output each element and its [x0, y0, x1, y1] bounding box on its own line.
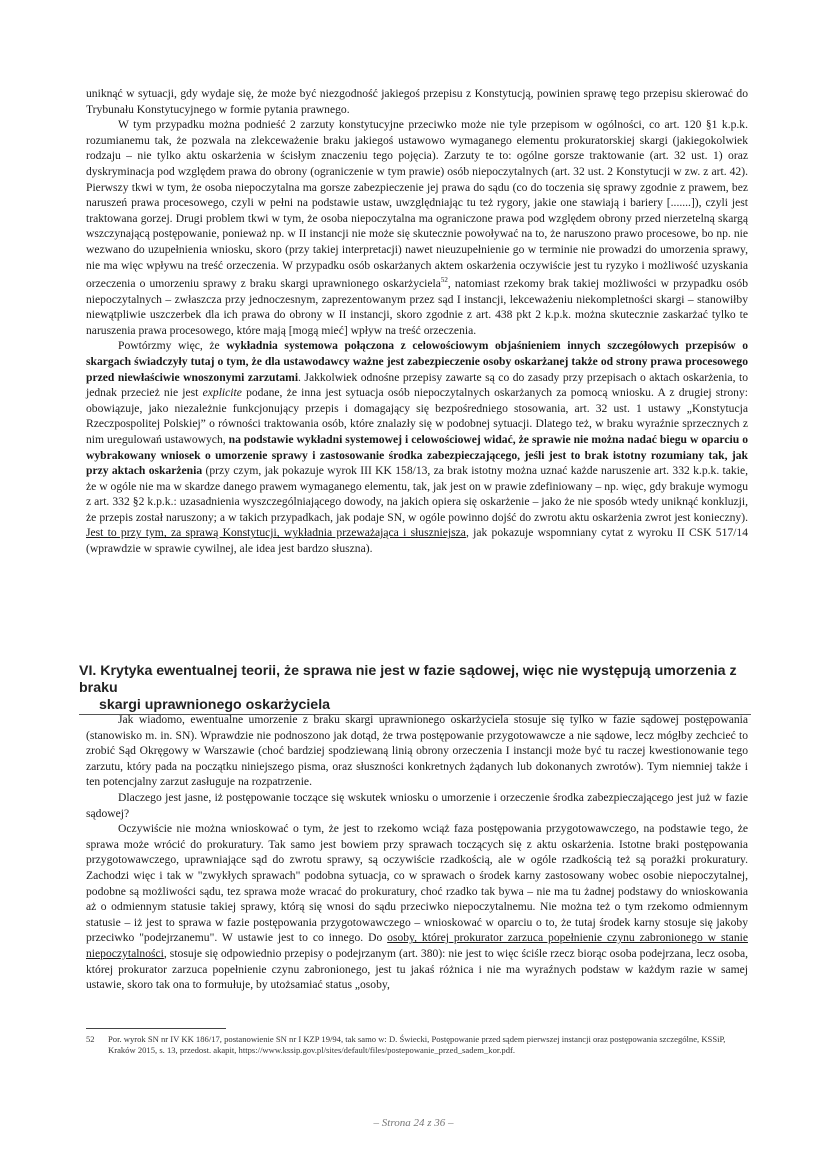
footnote-separator	[86, 1028, 226, 1029]
bold-statement-1: wykładnia systemowa połączona z celowościowym objaśnieniem innych szczegółowych przepisów o skargach świadczyły tutaj o tym, że dla ustawodawcy ważne jest zabezpieczenie osoby oskarżanej także od strony prawa procesowego przed niewłaściwie wnoszonymi zarzutami	[86, 339, 748, 384]
paragraph-intro: Jak wiadomo, ewentualne umorzenie z braku skargi uprawnionego oskarżyciela stosuje się tylko w fazie sądowej postępowania (stanowisko m. in. SN). Wprawdzie nie podnoszono jak dotąd, że trwa postępowanie przygotowawcze a nie sądowe, lecz mógłby zechcieć to zrobić Sąd Okręgowy w Warszawie (choć bardziej spodziewaną linią obrony orzeczenia I instancji może być tu raczej kwestionowanie tego zarzutu, który pada na początku niniejszego pisma, oraz słuszności konkretnych żądanych lub dokonanych zwrotów). Tym niemniej także i ten potencjalny zarzut zasługuje na rozpatrzenie.	[86, 713, 748, 789]
paragraph-question: Dlaczego jest jasne, iż postępowanie toczące się wskutek wniosku o umorzenie i orzeczenie środka zabezpieczającego jest już w fazie sądowej?	[86, 790, 748, 820]
underlined-statement: Jest to przy tym, za sprawą Konstytucji, wykładnia przeważająca i słuszniejsza	[86, 526, 466, 540]
paragraph-systemic-interpretation: Powtórzmy więc, że wykładnia systemowa połączona z celowościowym objaśnieniem innych szczegółowych przepisów o skargach świadczyły tutaj o tym, że dla ustawodawcy ważne jest zabezpieczenie osoby oskarżanej także od strony prawa procesowego przed niewłaściwie wnoszonymi zarzutami. Jakkolwiek odnośne przepisy zawarte są co do zasady przy przepisach o aktach oskarżenia, to jednak przecież nie jest explicite podane, że inna jest sytuacja osób niepoczytalnych oskarżanych za pomocą wniosku. A z drugiej strony: obowiązuje, jako niezależnie funkcjonujący przepis i domagający się bezpośredniego stosowania, art. 32 ust. 1 ustawy „Konstytucja Rzeczpospolitej Polskiej” o równości traktowania osób, które znalazły się w podobnej sytuacji. Dlatego też, w braku wyraźnie sprzecznych z nim uregulowań ustawowych, na podstawie wykładni systemowej i celowościowej widać, że sprawie nie można nadać biegu w oparciu o wybrakowany wniosek o umorzenie sprawy i zastosowanie środka zabezpieczającego, jeśli jest to brak istotny rozumiany tak, jak przy aktach oskarżenia (przy czym, jak pokazuje wyrok III KK 158/13, za brak istotny można uznać każde naruszenie art. 332 k.p.k. takie, że w ogóle nie ma w skardze danego prawem wymaganego elementu, tak, jak jest on w prawie zdefiniowany – np. więc, gdy brakuje wymogu z art. 332 §2 k.p.k.: uzasadnienia wyszczególniającego dowody, na jakich opiera się oskarżenie – jako że nie sposób wtedy uniknąć konkluzji, że przepis został naruszony; a w takich przypadkach, jak podaje SN, w ogóle powinno dojść do zwrotu aktu oskarżenia zwrot jest konieczny). Jest to przy tym, za sprawą Konstytucji, wykładnia przeważająca i słuszniejsza, jak pokazuje wspomniany cytat z wyroku II CSK 517/14 (wprawdzie w sprawie cywilnej, ale idea jest bardzo słuszna).	[86, 339, 748, 556]
footnote-ref-52[interactable]: 52	[440, 276, 448, 285]
paragraph-constitutional-claims: W tym przypadku można podnieść 2 zarzuty konstytucyjne przeciwko może nie tyle przepisom w ogólności, co art. 120 §1 k.p.k. rozumianemu tak, że pozwala na zlekceważenie braku jakiegoś ustawowo wymaganego elementu prokuratorskiej skargi (jakiegokolwiek rodzaju – nie tylko aktu oskarżenia w ścisłym znaczeniu tego pojęcia). Zarzuty te to: ogólne gorsze traktowanie (art. 32 ust. 1) oraz dyskryminacja pod względem prawa do obrony (ograniczenie w tym prawie) osób niepoczytalnych (art. 32 ust. 2 Konstytucji w zw. z art. 42). Pierwszy tkwi w tym, że osoba niepoczytalna ma gorsze zabezpieczenie jej prawa do sądu (co do toczenia się sprawy zgodnie z prawem, bez naruszeń prawa procesowego, czyli w pełni na podstawie ustaw, uwzględniając tu też rygory, jakie one stawiają i bariery [.......]), czyli jest traktowana gorzej. Drugi problem tkwi w tym, że osoba niepoczytalna ma ograniczone prawa pod względem obrony przed nierzetelną skargą wszczynającą postępowanie, ponieważ np. w II instancji nie może się skutecznie powoływać na to, że naruszono prawo procesowe, bo np. nie wezwano do uzupełnienia wniosku, skoro (przy takiej interpretacji) nawet nieuzupełnienie go w terminie nie prowadzi do umorzenia sprawy, nie ma więc wpływu na treść orzeczenia. W przypadku osób oskarżanych aktem oskarżenia oczywiście jest tu ryzyko i możliwość uzyskania orzeczenia o umorzeniu sprawy z braku skargi uprawnionego oskarżyciela$^{52}$, natomiast rzekomy brak takiej możliwości w przypadku osób niepoczytalnych – zwłaszcza przy jednoczesnym, zaprezentowanym przez sąd I instancji, lekceważeniu niekompletności skargi – stanowiłby niewątpliwie uszczerbek dla ich prawa do obrony w II instancji, skoro zgodnie z art. 438 pkt 2 k.p.k. można skutecznie zaskarżać tylko te naruszenia prawa procesowego, które mają [mogą mieć] wpływ na treść orzeczenia.	[86, 118, 748, 337]
bottom-text-block	[86, 712, 748, 993]
footnote-number: 52	[86, 1034, 95, 1044]
page-number: – Strona 24 z 36 –	[373, 1117, 454, 1129]
section-heading	[79, 663, 751, 715]
footnote-52	[86, 1034, 748, 1056]
section-heading-line-2: skargi uprawnionego oskarżyciela	[99, 697, 331, 713]
paragraph-argument: Oczywiście nie można wnioskować o tym, że jest to rzekomo wciąż faza postępowania przygotowawczego, na podstawie tego, że sprawa może wrócić do prokuratury. Tak samo jest bowiem przy sprawach toczących się z aktu oskarżenia. Istotne braki postępowania przygotowawczego, uprawniające sąd do zwrotu sprawy, są oczywiście rzadkością, ale w ogóle rzadkością też są porażki prokuratury. Zachodzi więc i tak w "zwykłych sprawach" podobna sytuacja, co w sprawach o środek karny zastosowany wobec osobie niepoczytalnej, podobne są możliwości sądu, tez sprawa może wracać do prokuratury, choć rzadko tak bywa – nie ma tu żadnej podstawy do wnioskowania aż o odmiennym statusie takiej sprawy, którą się wnosi do sądu przeciwko niepoczytalnemu. Nie można też o tym rzekomo odmiennym statusie – iż jest to sprawa w fazie postępowania przygotowawczego – wnioskować w oparciu o to, że tutaj środek karny stosuje się jakoby przeciwko "podejrzanemu". W ustawie jest to co innego. Do osoby, której prokurator zarzuca popełnienie czynu zabronionego w stanie niepoczytalności, stosuje się odpowiednio przepisy o podejrzanym (art. 380): nie jest to więc ściśle rzecz biorąc osoba podejrzana, lecz osoba, której prokurator zarzuca popełnienie czynu zabronionego, jest tu jakaś różnica i nie ma wyraźnych podstaw w każdym razie w samej ustawie, skoro tak ona to formułuje, by utożsamiać status „osoby,	[86, 822, 748, 992]
footnote-text: Por. wyrok SN nr IV KK 186/17, postanowienie SN nr I KZP 19/94, tak samo w: D. Świecki, Postępowanie przed sądem pierwszej instancji oraz postępowania szczególne, KSSiP, Kraków 2015, s. 13, przedost. akapit, https://www.kssip.gov.pl/sites/default/files/postepowanie_przed_sadem_kor.pdf.	[108, 1034, 726, 1055]
top-text-block	[86, 86, 748, 557]
section-heading-line-1: VI. Krytyka ewentualnej teorii, że sprawa nie jest w fazie sądowej, więc nie występują umorzenia z braku	[79, 663, 737, 696]
underlined-phrase: osoby, której prokurator zarzuca popełnienie czynu zabronionego w stanie niepoczytalności	[86, 931, 748, 960]
bold-statement-2: na podstawie wykładni systemowej i celowościowej widać, że sprawie nie można nadać biegu w oparciu o wybrakowany wniosek o umorzenie sprawy i zastosowanie środka zabezpieczającego, jeśli jest to brak istotny rozumiany tak, jak przy aktach oskarżenia	[86, 432, 748, 478]
paragraph-continuation: uniknąć w sytuacji, gdy wydaje się, że może być niezgodność jakiegoś przepisu z Konstytucją, powinien sprawę tego przepisu skierować do Trybunału Konstytucyjnego w formie pytania prawnego.	[86, 87, 748, 116]
